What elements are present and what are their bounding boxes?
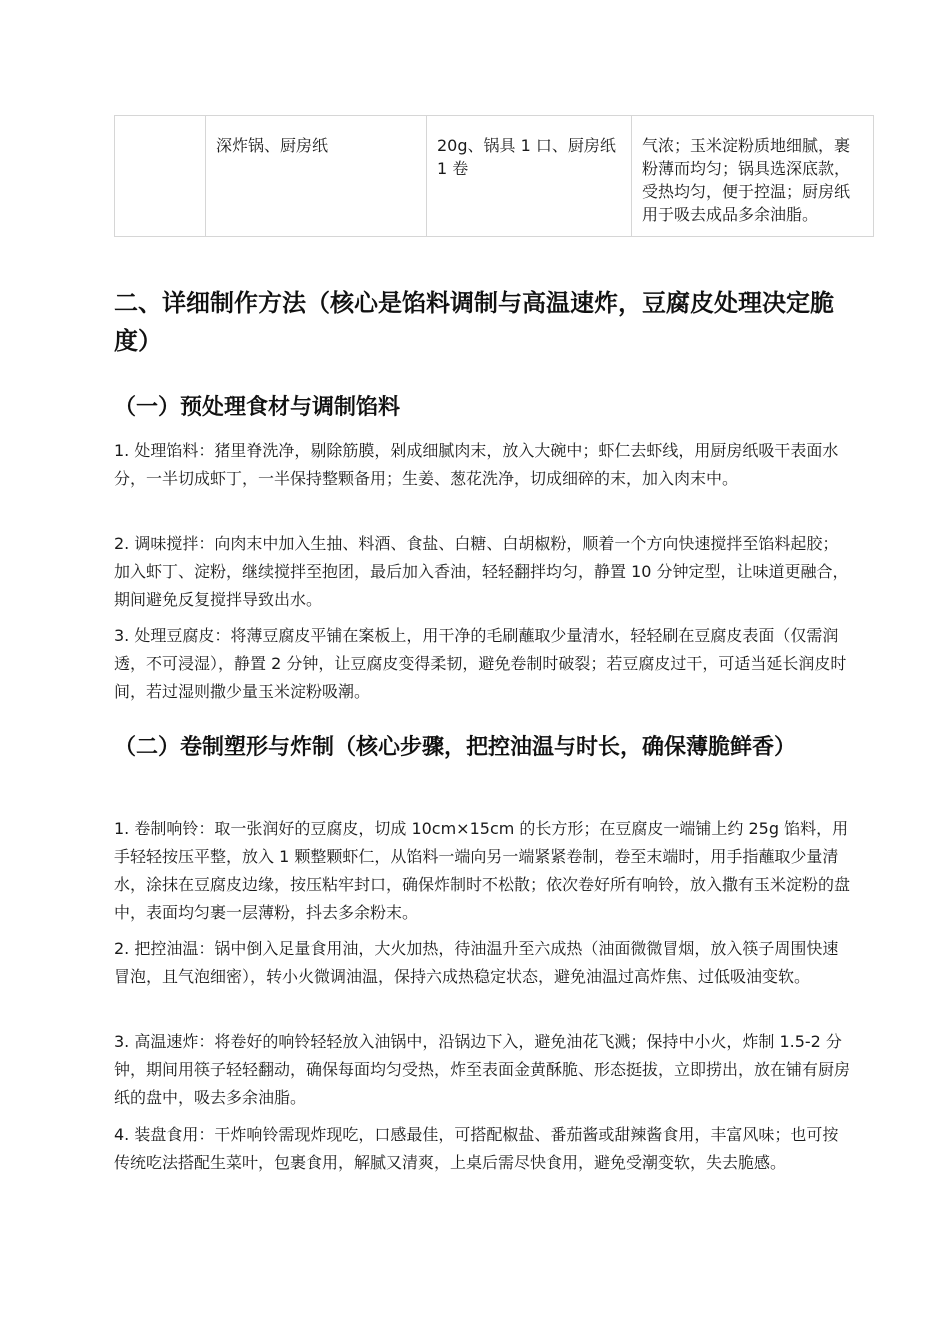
- section-heading: 二、详细制作方法（核心是馅料调制与高温速炸，豆腐皮处理决定脆度）: [114, 289, 834, 355]
- step-item: 3. 处理豆腐皮：将薄豆腐皮平铺在案板上，用干净的毛刷蘸取少量清水，轻轻刷在豆腐皮表面（仅需润透，不可浸湿），静置 2 分钟，让豆腐皮变得柔韧，避免卷制时破裂；若豆腐皮过干，可适当延长润皮时间，若过湿则撒少量玉米淀粉吸潮。: [114, 626, 847, 701]
- table-cell-name: 深炸锅、厨房纸: [206, 116, 427, 237]
- materials-table-continuation: [114, 115, 874, 237]
- table-cell-notes: 气浓；玉米淀粉质地细腻，裹粉薄而均匀；锅具选深底款，受热均匀，便于控温；厨房纸用于吸去成品多余油脂。: [632, 116, 874, 237]
- step-item: 3. 高温速炸：将卷好的响铃轻轻放入油锅中，沿锅边下入，避免油花飞溅；保持中小火，炸制 1.5-2 分钟，期间用筷子轻轻翻动，确保每面均匀受热，炸至表面金黄酥脆、形态挺拔，立即捞出，放在铺有厨房纸的盘中，吸去多余油脂。: [114, 1032, 851, 1107]
- table-cell-amount: 20g、锅具 1 口、厨房纸 1 卷: [427, 116, 632, 237]
- step-item: 1. 卷制响铃：取一张润好的豆腐皮，切成 10cm×15cm 的长方形；在豆腐皮一端铺上约 25g 馅料，用手轻轻按压平整，放入 1 颗整颗虾仁，从馅料一端向另一端紧紧卷制，卷至末端时，用手指蘸取少量清水，涂抹在豆腐皮边缘，按压粘牢封口，确保炸制时不松散；依次卷好所有响铃，放入撒有玉米淀粉的盘中，表面均匀裹一层薄粉，抖去多余粉末。: [114, 819, 851, 922]
- table-cell-category: [115, 116, 206, 237]
- table-row: [115, 116, 874, 237]
- step-item: 1. 处理馅料：猪里脊洗净，剔除筋膜，剁成细腻肉末，放入大碗中；虾仁去虾线，用厨房纸吸干表面水分，一半切成虾丁，一半保持整颗备用；生姜、葱花洗净，切成细碎的末，加入肉末中。: [114, 441, 839, 488]
- step-item: 4. 装盘食用：干炸响铃需现炸现吃，口感最佳，可搭配椒盐、番茄酱或甜辣酱食用，丰富风味；也可按传统吃法搭配生菜叶，包裹食用，解腻又清爽，上桌后需尽快食用，避免受潮变软，失去脆感。: [114, 1125, 839, 1172]
- subsection-heading-1: （一）预处理食材与调制馅料: [114, 395, 401, 420]
- subsection-heading-2: （二）卷制塑形与炸制（核心步骤，把控油温与时长，确保薄脆鲜香）: [114, 735, 797, 760]
- step-item: 2. 调味搅拌：向肉末中加入生抽、料酒、食盐、白糖、白胡椒粉，顺着一个方向快速搅拌至馅料起胶；加入虾丁、淀粉，继续搅拌至抱团，最后加入香油，轻轻翻拌均匀，静置 10 分钟定型，让味道更融合，期间避免反复搅拌导致出水。: [114, 534, 849, 609]
- step-item: 2. 把控油温：锅中倒入足量食用油，大火加热，待油温升至六成热（油面微微冒烟，放入筷子周围快速冒泡，且气泡细密），转小火微调油温，保持六成热稳定状态，避免油温过高炸焦、过低吸油变软。: [114, 939, 839, 986]
